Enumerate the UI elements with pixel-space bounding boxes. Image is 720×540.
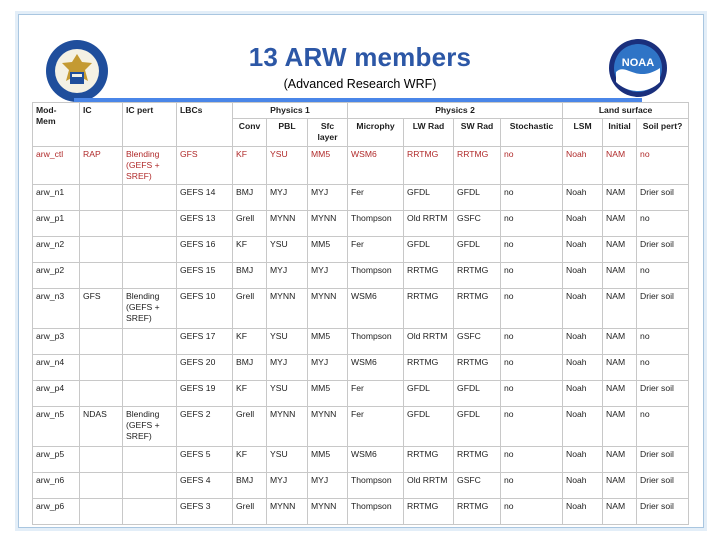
table-cell-sw: RRTMG (454, 147, 501, 185)
table-cell-pbl: MYJ (267, 473, 308, 499)
table-cell-init: NAM (603, 329, 637, 355)
table-cell-lw: RRTMG (404, 499, 454, 525)
table-cell-soil: no (637, 211, 689, 237)
table-cell-sfc: MYJ (308, 263, 348, 289)
table-cell-sw: RRTMG (454, 289, 501, 329)
table-cell-lsm: Noah (563, 447, 603, 473)
noaa-logo-text: NOAA (621, 57, 655, 69)
table-cell-lsm: Noah (563, 473, 603, 499)
table-cell-soil: no (637, 263, 689, 289)
table-cell-stoch: no (501, 407, 563, 447)
slide-title: 13 ARW members (248, 42, 472, 72)
group-header-physics2: Physics 2 (348, 103, 563, 119)
table-cell-lw: RRTMG (404, 289, 454, 329)
table-cell-icpert (123, 263, 177, 289)
table-row (33, 263, 689, 289)
table-cell-conv: BMJ (233, 263, 267, 289)
table-cell-sw: GSFC (454, 473, 501, 499)
table-cell-lbc: GEFS 17 (177, 329, 233, 355)
table-cell-soil: Drier soil (637, 473, 689, 499)
table-cell-mem: arw_ctl (33, 147, 80, 185)
table-cell-lbc: GEFS 10 (177, 289, 233, 329)
table-row (33, 185, 689, 211)
table-cell-conv: KF (233, 447, 267, 473)
table-cell-lsm: Noah (563, 329, 603, 355)
table-cell-mem: arw_p4 (33, 381, 80, 407)
table-cell-pbl: MYNN (267, 211, 308, 237)
table-row (33, 407, 689, 447)
table-cell-lw: GFDL (404, 407, 454, 447)
header-microphy: Microphy (348, 119, 404, 147)
table-cell-icpert (123, 211, 177, 237)
table-cell-sw: RRTMG (454, 263, 501, 289)
table-cell-sw: GFDL (454, 407, 501, 447)
table-cell-pbl: MYJ (267, 263, 308, 289)
header-lbcs: LBCs (177, 103, 233, 147)
table-cell-icpert (123, 355, 177, 381)
table-cell-pbl: YSU (267, 237, 308, 263)
table-cell-micro: Fer (348, 407, 404, 447)
table-cell-init: NAM (603, 355, 637, 381)
table-cell-stoch: no (501, 147, 563, 185)
table-cell-icpert: Blending (GEFS + SREF) (123, 147, 177, 185)
table-cell-lw: Old RRTM (404, 329, 454, 355)
header-ic: IC (80, 103, 123, 147)
table-row (33, 355, 689, 381)
table-cell-mem: arw_n1 (33, 185, 80, 211)
group-header-physics1: Physics 1 (233, 103, 348, 119)
header-soil-pert: Soil pert? (637, 119, 689, 147)
table-cell-lsm: Noah (563, 263, 603, 289)
table-cell-sw: GSFC (454, 329, 501, 355)
table-cell-micro: Thompson (348, 211, 404, 237)
table-row (33, 289, 689, 329)
header-mod-mem: Mod-Mem (33, 103, 80, 147)
table-cell-icpert: Blending (GEFS + SREF) (123, 407, 177, 447)
table-cell-sfc: MYJ (308, 355, 348, 381)
table-cell-mem: arw_p3 (33, 329, 80, 355)
table-cell-sw: GSFC (454, 211, 501, 237)
table-row (33, 447, 689, 473)
table-cell-sfc: MYNN (308, 407, 348, 447)
table-cell-sfc: MYJ (308, 185, 348, 211)
table-cell-init: NAM (603, 289, 637, 329)
table-cell-pbl: MYJ (267, 355, 308, 381)
table-cell-stoch: no (501, 289, 563, 329)
table-row (33, 381, 689, 407)
table-cell-icpert (123, 381, 177, 407)
table-cell-conv: KF (233, 329, 267, 355)
table-cell-ic (80, 355, 123, 381)
table-cell-micro: Fer (348, 237, 404, 263)
table-cell-soil: Drier soil (637, 447, 689, 473)
table-cell-lw: Old RRTM (404, 211, 454, 237)
table-cell-conv: KF (233, 381, 267, 407)
table-cell-ic (80, 329, 123, 355)
table-cell-lw: RRTMG (404, 263, 454, 289)
table-cell-soil: Drier soil (637, 185, 689, 211)
header-lw-rad: LW Rad (404, 119, 454, 147)
table-cell-lbc: GEFS 2 (177, 407, 233, 447)
table-cell-init: NAM (603, 499, 637, 525)
table-cell-lsm: Noah (563, 381, 603, 407)
table-cell-lbc: GEFS 14 (177, 185, 233, 211)
table-cell-init: NAM (603, 185, 637, 211)
table-cell-sw: GFDL (454, 237, 501, 263)
table-cell-micro: WSM6 (348, 355, 404, 381)
table-cell-stoch: no (501, 185, 563, 211)
table-cell-mem: arw_p5 (33, 447, 80, 473)
table-cell-lbc: GEFS 4 (177, 473, 233, 499)
table-cell-mem: arw_n4 (33, 355, 80, 381)
table-cell-micro: WSM6 (348, 447, 404, 473)
table-cell-sfc: MYNN (308, 289, 348, 329)
table-cell-sfc: MM5 (308, 329, 348, 355)
table-cell-soil: Drier soil (637, 381, 689, 407)
table-cell-soil: no (637, 329, 689, 355)
table-cell-sw: RRTMG (454, 355, 501, 381)
table-cell-conv: Grell (233, 499, 267, 525)
table-cell-conv: BMJ (233, 185, 267, 211)
table-cell-pbl: YSU (267, 447, 308, 473)
table-cell-lbc: GEFS 19 (177, 381, 233, 407)
table-cell-soil: Drier soil (637, 499, 689, 525)
table-cell-lw: RRTMG (404, 147, 454, 185)
table-cell-sfc: MYJ (308, 473, 348, 499)
table-cell-conv: BMJ (233, 473, 267, 499)
table-cell-lsm: Noah (563, 499, 603, 525)
table-cell-lbc: GEFS 3 (177, 499, 233, 525)
table-cell-ic (80, 499, 123, 525)
table-cell-lbc: GEFS 15 (177, 263, 233, 289)
table-cell-lw: GFDL (404, 237, 454, 263)
table-cell-soil: Drier soil (637, 237, 689, 263)
table-cell-icpert (123, 329, 177, 355)
table-cell-lsm: Noah (563, 407, 603, 447)
table-cell-mem: arw_n3 (33, 289, 80, 329)
table-cell-pbl: YSU (267, 329, 308, 355)
header-initial: Initial (603, 119, 637, 147)
table-row (33, 473, 689, 499)
table-cell-conv: KF (233, 147, 267, 185)
table-cell-lsm: Noah (563, 289, 603, 329)
table-cell-lbc: GEFS 5 (177, 447, 233, 473)
table-cell-lsm: Noah (563, 237, 603, 263)
table-cell-icpert (123, 447, 177, 473)
table-row (33, 499, 689, 525)
table-cell-ic (80, 185, 123, 211)
table-cell-lw: RRTMG (404, 355, 454, 381)
table-cell-mem: arw_n6 (33, 473, 80, 499)
table-cell-soil: no (637, 407, 689, 447)
table-cell-lbc: GEFS 13 (177, 211, 233, 237)
table-cell-conv: KF (233, 237, 267, 263)
table-cell-pbl: MYNN (267, 407, 308, 447)
table-cell-micro: Thompson (348, 499, 404, 525)
table-cell-micro: Thompson (348, 329, 404, 355)
table-cell-stoch: no (501, 473, 563, 499)
table-cell-sw: GFDL (454, 185, 501, 211)
header-pbl: PBL (267, 119, 308, 147)
table-cell-init: NAM (603, 147, 637, 185)
group-header-land-surface: Land surface (563, 103, 689, 119)
table-cell-ic: NDAS (80, 407, 123, 447)
table-cell-ic: GFS (80, 289, 123, 329)
table-cell-ic (80, 473, 123, 499)
table-cell-init: NAM (603, 237, 637, 263)
table-cell-stoch: no (501, 237, 563, 263)
table-cell-lbc: GEFS 16 (177, 237, 233, 263)
table-cell-soil: Drier soil (637, 289, 689, 329)
table-cell-soil: no (637, 147, 689, 185)
table-cell-stoch: no (501, 263, 563, 289)
table-cell-micro: Thompson (348, 263, 404, 289)
table-cell-conv: Grell (233, 407, 267, 447)
table-cell-mem: arw_n5 (33, 407, 80, 447)
table-cell-lbc: GFS (177, 147, 233, 185)
table-cell-pbl: MYNN (267, 499, 308, 525)
table-cell-icpert (123, 499, 177, 525)
table-cell-stoch: no (501, 211, 563, 237)
table-row (33, 329, 689, 355)
table-cell-micro: Fer (348, 185, 404, 211)
table-cell-micro: WSM6 (348, 147, 404, 185)
table-cell-micro: Thompson (348, 473, 404, 499)
table-cell-pbl: YSU (267, 381, 308, 407)
table-cell-stoch: no (501, 381, 563, 407)
table-cell-sfc: MM5 (308, 447, 348, 473)
table-row (33, 237, 689, 263)
table-cell-init: NAM (603, 473, 637, 499)
table-cell-lsm: Noah (563, 185, 603, 211)
table-cell-pbl: MYJ (267, 185, 308, 211)
table-cell-lsm: Noah (563, 355, 603, 381)
table-group-header-row (33, 103, 689, 119)
table-cell-lw: Old RRTM (404, 473, 454, 499)
table-cell-sfc: MM5 (308, 381, 348, 407)
table-cell-lbc: GEFS 20 (177, 355, 233, 381)
header-conv: Conv (233, 119, 267, 147)
table-cell-micro: Fer (348, 381, 404, 407)
table-cell-init: NAM (603, 447, 637, 473)
table-cell-sfc: MM5 (308, 147, 348, 185)
table-cell-pbl: YSU (267, 147, 308, 185)
table-cell-ic (80, 381, 123, 407)
table-cell-stoch: no (501, 447, 563, 473)
table-cell-lsm: Noah (563, 211, 603, 237)
header-lsm: LSM (563, 119, 603, 147)
table-cell-sfc: MM5 (308, 237, 348, 263)
table-cell-ic: RAP (80, 147, 123, 185)
header-ic-pert: IC pert (123, 103, 177, 147)
table-cell-pbl: MYNN (267, 289, 308, 329)
table-cell-init: NAM (603, 381, 637, 407)
table-cell-stoch: no (501, 499, 563, 525)
table-cell-ic (80, 263, 123, 289)
header-sw-rad: SW Rad (454, 119, 501, 147)
table-cell-init: NAM (603, 211, 637, 237)
table-cell-micro: WSM6 (348, 289, 404, 329)
table-cell-ic (80, 447, 123, 473)
header-sfc-layer: Sfc layer (308, 119, 348, 147)
table-cell-sfc: MYNN (308, 211, 348, 237)
table-cell-icpert (123, 237, 177, 263)
table-cell-icpert (123, 473, 177, 499)
table-cell-conv: Grell (233, 211, 267, 237)
table-cell-sw: GFDL (454, 381, 501, 407)
table-cell-sw: RRTMG (454, 499, 501, 525)
table-cell-stoch: no (501, 355, 563, 381)
header-stochastic: Stochastic (501, 119, 563, 147)
table-row (33, 211, 689, 237)
table-cell-mem: arw_p6 (33, 499, 80, 525)
table-cell-lw: RRTMG (404, 447, 454, 473)
table-cell-sw: RRTMG (454, 447, 501, 473)
table-row (33, 147, 689, 185)
table-cell-soil: no (637, 355, 689, 381)
table-cell-init: NAM (603, 263, 637, 289)
table-cell-icpert: Blending (GEFS + SREF) (123, 289, 177, 329)
table-cell-sfc: MYNN (308, 499, 348, 525)
ensemble-members-table (32, 102, 689, 525)
table-cell-mem: arw_n2 (33, 237, 80, 263)
table-cell-lw: GFDL (404, 185, 454, 211)
table-cell-stoch: no (501, 329, 563, 355)
table-cell-lw: GFDL (404, 381, 454, 407)
table-cell-init: NAM (603, 407, 637, 447)
table-cell-icpert (123, 185, 177, 211)
slide-subtitle: (Advanced Research WRF) (283, 77, 437, 91)
table-cell-conv: BMJ (233, 355, 267, 381)
table-cell-ic (80, 237, 123, 263)
table-cell-conv: Grell (233, 289, 267, 329)
table-cell-mem: arw_p1 (33, 211, 80, 237)
table-cell-lsm: Noah (563, 147, 603, 185)
table-cell-ic (80, 211, 123, 237)
table-cell-mem: arw_p2 (33, 263, 80, 289)
